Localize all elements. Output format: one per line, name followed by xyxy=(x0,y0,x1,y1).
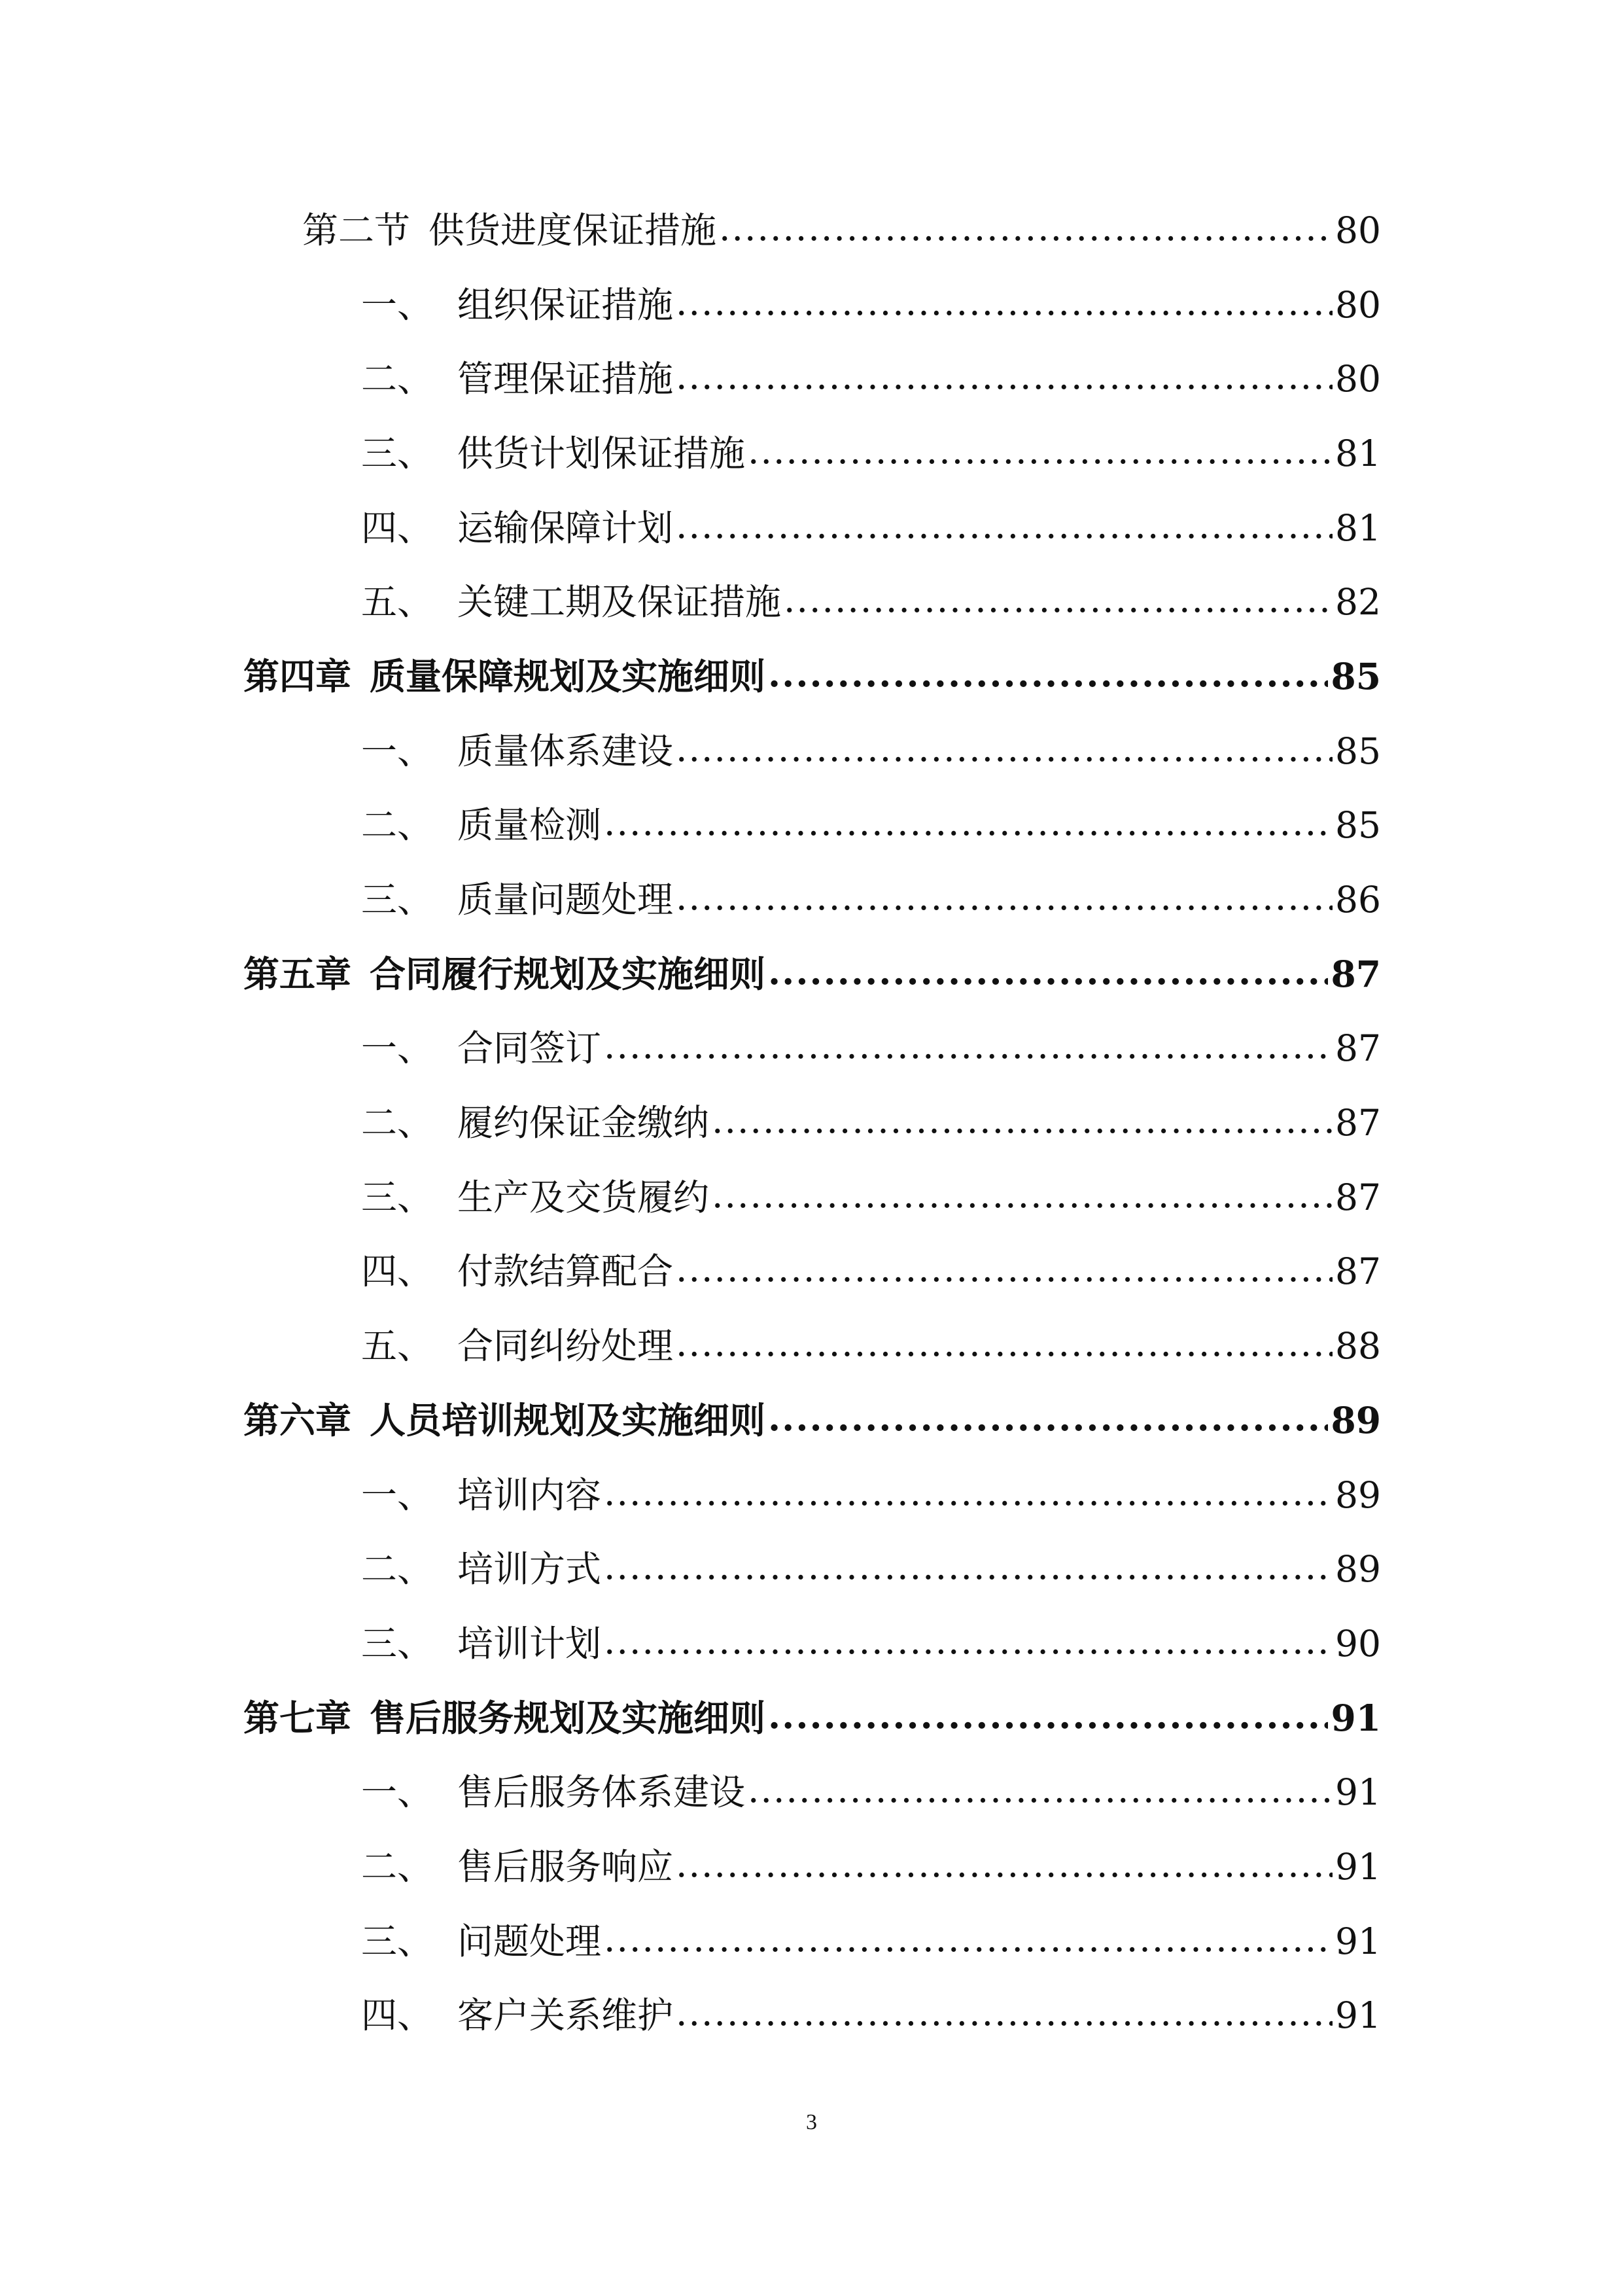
toc-entry-number: 第五章 xyxy=(243,952,352,995)
dot-leader xyxy=(784,582,1333,622)
toc-entry-title: 运输保障计划 xyxy=(457,506,674,549)
toc-entry-title: 培训内容 xyxy=(457,1474,602,1516)
toc-entry-item[interactable] xyxy=(0,1532,1623,1606)
toc-entry-title: 售后服务响应 xyxy=(457,1845,674,1888)
dot-leader xyxy=(676,1326,1333,1366)
toc-entry-number: 二、 xyxy=(361,804,434,847)
toc-entry-item[interactable] xyxy=(0,1012,1623,1086)
toc-entry-item[interactable] xyxy=(0,1235,1623,1309)
toc-entry-chapter[interactable] xyxy=(0,1383,1623,1458)
toc-entry-number: 二、 xyxy=(361,1102,434,1144)
toc-entry-number: 四、 xyxy=(361,506,434,549)
dot-leader xyxy=(768,657,1328,696)
dot-leader xyxy=(676,732,1333,771)
toc-entry-title: 履约保证金缴纳 xyxy=(457,1102,710,1144)
toc-entry-title: 质量检测 xyxy=(457,804,602,847)
toc-entry-title: 供货计划保证措施 xyxy=(457,432,746,474)
dot-leader xyxy=(768,1699,1328,1738)
toc-entry-number: 四、 xyxy=(361,1994,434,2037)
toc-entry-number: 四、 xyxy=(361,1250,434,1293)
toc-entry-title: 合同签订 xyxy=(457,1027,602,1070)
toc-entry-item[interactable] xyxy=(0,1979,1623,2053)
toc-entry-number: 二、 xyxy=(361,358,434,400)
toc-entry-number: 三、 xyxy=(361,1920,434,1962)
dot-leader xyxy=(604,1029,1333,1068)
toc-entry-page: 91 xyxy=(1331,1696,1381,1739)
toc-entry-number: 第六章 xyxy=(243,1398,352,1441)
toc-entry-item[interactable] xyxy=(0,1458,1623,1532)
dot-leader xyxy=(676,359,1333,398)
dot-leader xyxy=(604,1624,1333,1663)
toc-entry-number: 第四章 xyxy=(243,654,352,698)
toc-entry-item[interactable] xyxy=(0,1829,1623,1904)
toc-entry-title: 问题处理 xyxy=(457,1920,602,1962)
toc-entry-number: 三、 xyxy=(361,432,434,474)
toc-entry-title: 培训计划 xyxy=(457,1622,602,1665)
toc-entry-item[interactable] xyxy=(0,1086,1623,1160)
dot-leader xyxy=(719,211,1333,250)
toc-entry-number: 第七章 xyxy=(243,1696,352,1739)
toc-entry-title: 供货进度保证措施 xyxy=(428,209,717,251)
toc-entry-item[interactable] xyxy=(0,491,1623,565)
table-of-contents xyxy=(0,193,1623,2053)
toc-entry-title: 质量体系建设 xyxy=(457,730,674,772)
dot-leader xyxy=(712,1103,1333,1142)
toc-entry-title: 生产及交货履约 xyxy=(457,1176,710,1218)
toc-entry-item[interactable] xyxy=(0,342,1623,416)
page-number: 3 xyxy=(806,2110,817,2134)
dot-leader xyxy=(768,1401,1328,1440)
toc-entry-item[interactable] xyxy=(0,1606,1623,1681)
toc-entry-page: 89 xyxy=(1331,1398,1381,1441)
dot-leader xyxy=(604,1475,1333,1515)
dot-leader xyxy=(676,1996,1333,2035)
toc-entry-title: 客户关系维护 xyxy=(457,1994,674,2037)
toc-entry-page: 80 xyxy=(1335,209,1381,251)
toc-entry-title: 关键工期及保证措施 xyxy=(457,581,782,624)
toc-entry-number: 三、 xyxy=(361,879,434,921)
toc-entry-number: 一、 xyxy=(361,1771,434,1814)
dot-leader xyxy=(676,508,1333,548)
toc-entry-item[interactable] xyxy=(0,862,1623,937)
dot-leader xyxy=(604,805,1333,845)
toc-entry-item[interactable] xyxy=(0,1160,1623,1235)
toc-entry-page: 87 xyxy=(1335,1027,1381,1070)
toc-entry-title: 售后服务规划及实施细则 xyxy=(370,1696,766,1739)
toc-entry-page: 87 xyxy=(1335,1250,1381,1293)
toc-entry-page: 91 xyxy=(1335,1771,1381,1814)
dot-leader xyxy=(676,1252,1333,1291)
toc-entry-page: 87 xyxy=(1335,1176,1381,1218)
toc-entry-number: 一、 xyxy=(361,1474,434,1516)
toc-entry-page: 87 xyxy=(1331,952,1381,995)
toc-entry-title: 培训方式 xyxy=(457,1548,602,1591)
toc-entry-page: 87 xyxy=(1335,1102,1381,1144)
toc-entry-chapter[interactable] xyxy=(0,1681,1623,1756)
toc-entry-title: 合同纠纷处理 xyxy=(457,1325,674,1368)
toc-entry-title: 管理保证措施 xyxy=(457,358,674,400)
toc-entry-title: 付款结算配合 xyxy=(457,1250,674,1293)
toc-entry-page: 81 xyxy=(1335,432,1381,474)
toc-entry-page: 80 xyxy=(1335,283,1381,326)
dot-leader xyxy=(768,955,1328,994)
toc-entry-chapter[interactable] xyxy=(0,639,1623,714)
toc-entry-number: 一、 xyxy=(361,730,434,772)
toc-entry-number: 第二节 xyxy=(302,209,411,251)
toc-entry-page: 89 xyxy=(1335,1474,1381,1516)
toc-entry-item[interactable] xyxy=(0,714,1623,788)
toc-entry-page: 80 xyxy=(1335,358,1381,400)
toc-entry-title: 质量问题处理 xyxy=(457,879,674,921)
toc-entry-page: 86 xyxy=(1335,879,1381,921)
toc-entry-title: 组织保证措施 xyxy=(457,283,674,326)
toc-entry-title: 人员培训规划及实施细则 xyxy=(370,1398,766,1441)
dot-leader xyxy=(748,434,1333,473)
toc-entry-number: 二、 xyxy=(361,1845,434,1888)
dot-leader xyxy=(604,1922,1333,1961)
toc-entry-page: 81 xyxy=(1335,506,1381,549)
dot-leader xyxy=(676,285,1333,325)
toc-entry-page: 91 xyxy=(1335,1994,1381,2037)
toc-entry-page: 89 xyxy=(1335,1548,1381,1591)
toc-entry-title: 售后服务体系建设 xyxy=(457,1771,746,1814)
dot-leader xyxy=(712,1178,1333,1217)
toc-entry-title: 质量保障规划及实施细则 xyxy=(370,654,766,698)
toc-entry-number: 五、 xyxy=(361,581,434,624)
toc-entry-number: 二、 xyxy=(361,1548,434,1591)
toc-entry-item[interactable] xyxy=(0,1755,1623,1829)
toc-entry-item[interactable] xyxy=(0,788,1623,863)
toc-entry-section[interactable] xyxy=(0,193,1623,268)
toc-entry-item[interactable] xyxy=(0,1904,1623,1979)
toc-entry-item[interactable] xyxy=(0,268,1623,342)
toc-entry-number: 三、 xyxy=(361,1176,434,1218)
dot-leader xyxy=(604,1549,1333,1589)
toc-entry-title: 合同履行规划及实施细则 xyxy=(370,952,766,995)
toc-entry-page: 91 xyxy=(1335,1845,1381,1888)
toc-entry-page: 90 xyxy=(1335,1622,1381,1665)
toc-entry-chapter[interactable] xyxy=(0,937,1623,1012)
toc-entry-number: 三、 xyxy=(361,1622,434,1665)
toc-entry-number: 五、 xyxy=(361,1325,434,1368)
dot-leader xyxy=(748,1773,1333,1812)
toc-entry-page: 85 xyxy=(1335,804,1381,847)
toc-entry-item[interactable] xyxy=(0,416,1623,491)
toc-entry-page: 85 xyxy=(1335,730,1381,772)
toc-entry-page: 85 xyxy=(1331,654,1381,698)
toc-entry-item[interactable] xyxy=(0,565,1623,639)
toc-entry-item[interactable] xyxy=(0,1309,1623,1383)
toc-entry-page: 82 xyxy=(1335,581,1381,624)
toc-entry-number: 一、 xyxy=(361,1027,434,1070)
toc-entry-page: 88 xyxy=(1335,1325,1381,1368)
dot-leader xyxy=(676,880,1333,919)
toc-entry-number: 一、 xyxy=(361,283,434,326)
toc-entry-page: 91 xyxy=(1335,1920,1381,1962)
dot-leader xyxy=(676,1847,1333,1886)
